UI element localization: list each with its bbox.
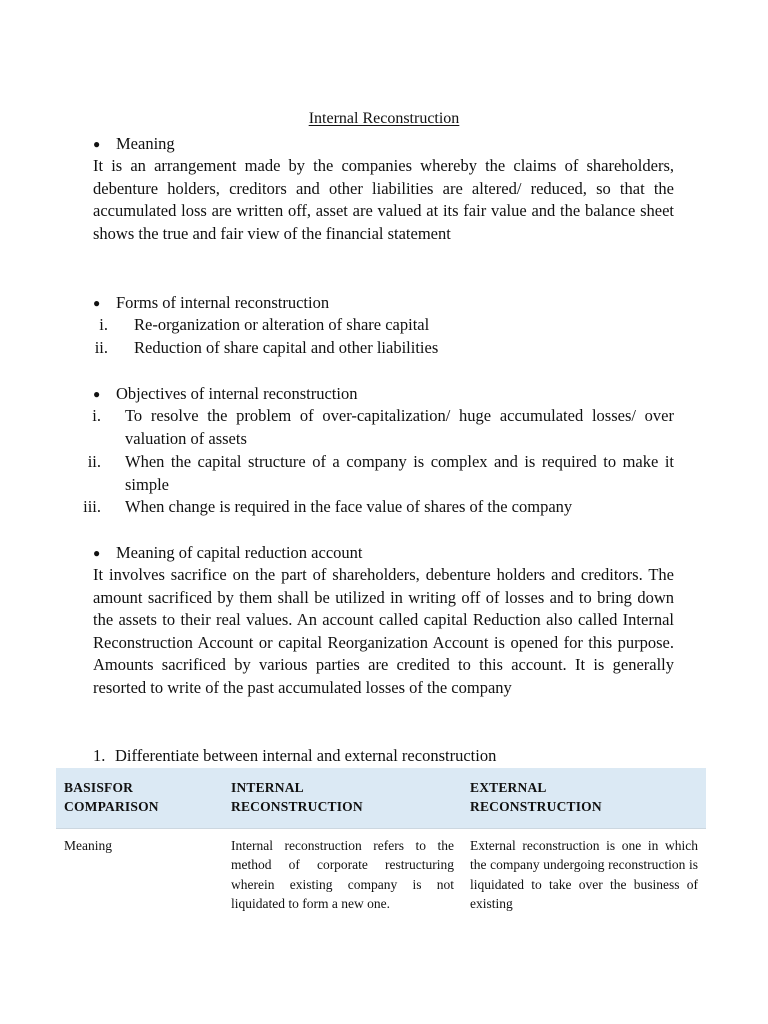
capital-reduction-paragraph: It involves sacrifice on the part of shareholders, debenture holders and creditors. The amount sacrificed by them shall be utilized in writing off of losses and to bring down the assets to their real values. An account called capital Reduction also called Internal Reconstruction Account or capital Reorganization Account is opened for this purpose. Amounts sacrificed by various parties are credited to this account. It is generally resorted to write of the past accumulated losses of the company [93,565,674,697]
table-row [56,829,706,914]
meaning-paragraph: It is an arrangement made by the companies whereby the claims of shareholders, debenture holders, creditors and other liabilities are altered/ reduced, so that the accumulated loss are written off, asset are valued at its fair value and the balance sheet shows the true and fair view of the financial statement [93,156,674,243]
heading-text: Differentiate between internal and external reconstruction [115,746,497,765]
item-text: When change is required in the face value of shares of the company [125,497,573,516]
item-number: ii. [87,452,101,471]
cell-internal: Internal reconstruction refers to the method of corporate restructuring wherein existing company is not liquidated to form a new one. [223,829,462,914]
item-number: i. [92,406,101,425]
table-header-row [56,768,706,829]
header-external: EXTERNAL RECONSTRUCTION [462,768,706,829]
header-basis: BASISFOR COMPARISON [56,768,223,829]
item-text: Re-organization or alteration of share capital [134,315,430,334]
bullet-dot-icon: ● [93,387,101,401]
item-number: ii. [94,338,108,357]
bullet-dot-icon: ● [93,296,101,310]
item-number: i. [99,315,108,334]
item-text: When the capital structure of a company is complex and is required to make it simple [125,452,674,494]
section-heading-capital-reduction: Meaning of capital reduction account [116,543,363,562]
page-title: Internal Reconstruction [308,110,460,127]
header-internal: INTERNAL RECONSTRUCTION [223,768,462,829]
item-number: iii. [83,497,101,516]
section-heading-meaning: Meaning [116,134,175,153]
heading-number: 1. [93,746,106,765]
comparison-table [56,768,706,913]
section-heading-objectives: Objectives of internal reconstruction [116,384,358,403]
item-text: To resolve the problem of over-capitalization/ huge accumulated losses/ over valuation of assets [125,406,674,448]
cell-basis: Meaning [56,829,223,914]
bullet-dot-icon: ● [93,546,101,560]
bullet-dot-icon: ● [93,137,101,151]
item-text: Reduction of share capital and other liabilities [134,338,439,357]
section-heading-forms: Forms of internal reconstruction [116,293,330,312]
cell-external: External reconstruction is one in which the company undergoing reconstruction is liquidated to take over the business of existing [462,829,706,914]
